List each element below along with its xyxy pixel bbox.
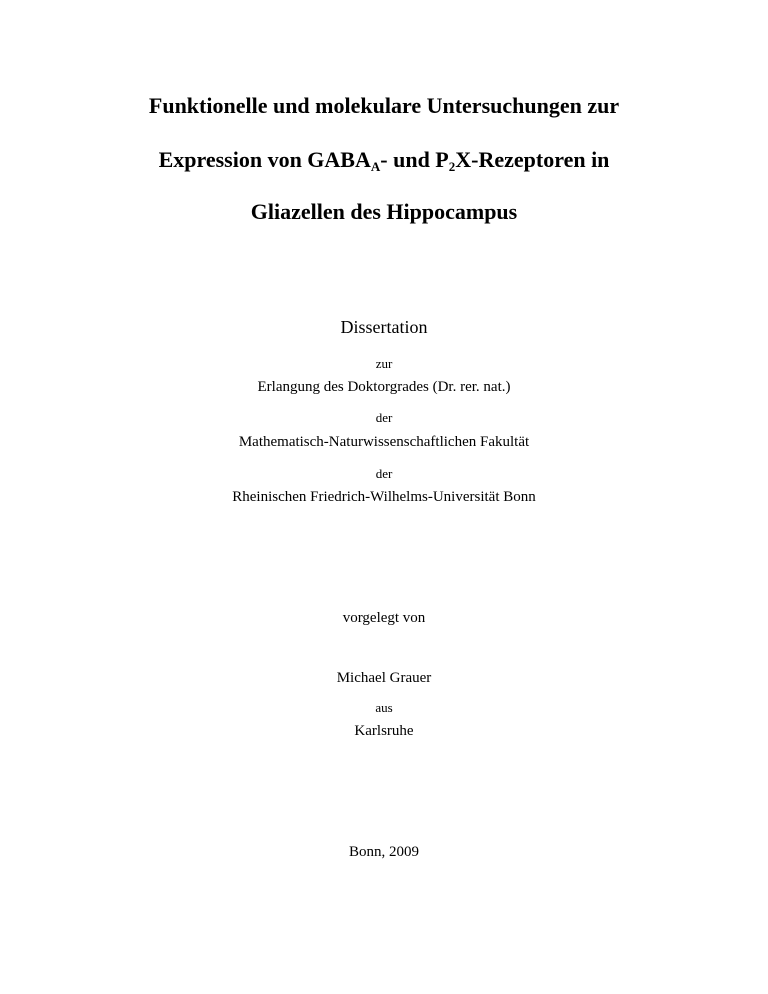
dissertation-der-2: der	[375, 466, 393, 481]
title-line-3: Gliazellen des Hippocampus	[250, 199, 518, 224]
title-subscript-2: 2	[448, 159, 456, 174]
submitted-by-label: vorgelegt von	[342, 610, 426, 626]
university-name: Rheinischen Friedrich-Wilhelms-Universität Bonn	[232, 489, 536, 505]
author-aus: aus	[375, 700, 393, 715]
author-name: Michael Grauer	[336, 670, 432, 686]
dissertation-purpose: Erlangung des Doktorgrades (Dr. rer. nat.)	[257, 379, 511, 395]
dissertation-heading: Dissertation	[340, 317, 428, 337]
place-date: Bonn, 2009	[348, 844, 419, 860]
dissertation-zur: zur	[375, 356, 393, 371]
faculty-name: Mathematisch-Naturwissenschaftlichen Fakultät	[238, 434, 530, 450]
title-line-2	[0, 147, 768, 173]
dissertation-der-1: der	[375, 410, 393, 425]
title-subscript-a: A	[370, 159, 381, 174]
title-line-2-part-3: X-Rezeptoren in	[455, 147, 610, 172]
title-line-2-part-2: - und P	[380, 147, 449, 172]
author-hometown: Karlsruhe	[354, 723, 414, 739]
title-line-2-part-1: Expression von GABA	[158, 147, 371, 172]
title-line-1: Funktionelle und molekulare Untersuchungen zur	[148, 93, 620, 118]
